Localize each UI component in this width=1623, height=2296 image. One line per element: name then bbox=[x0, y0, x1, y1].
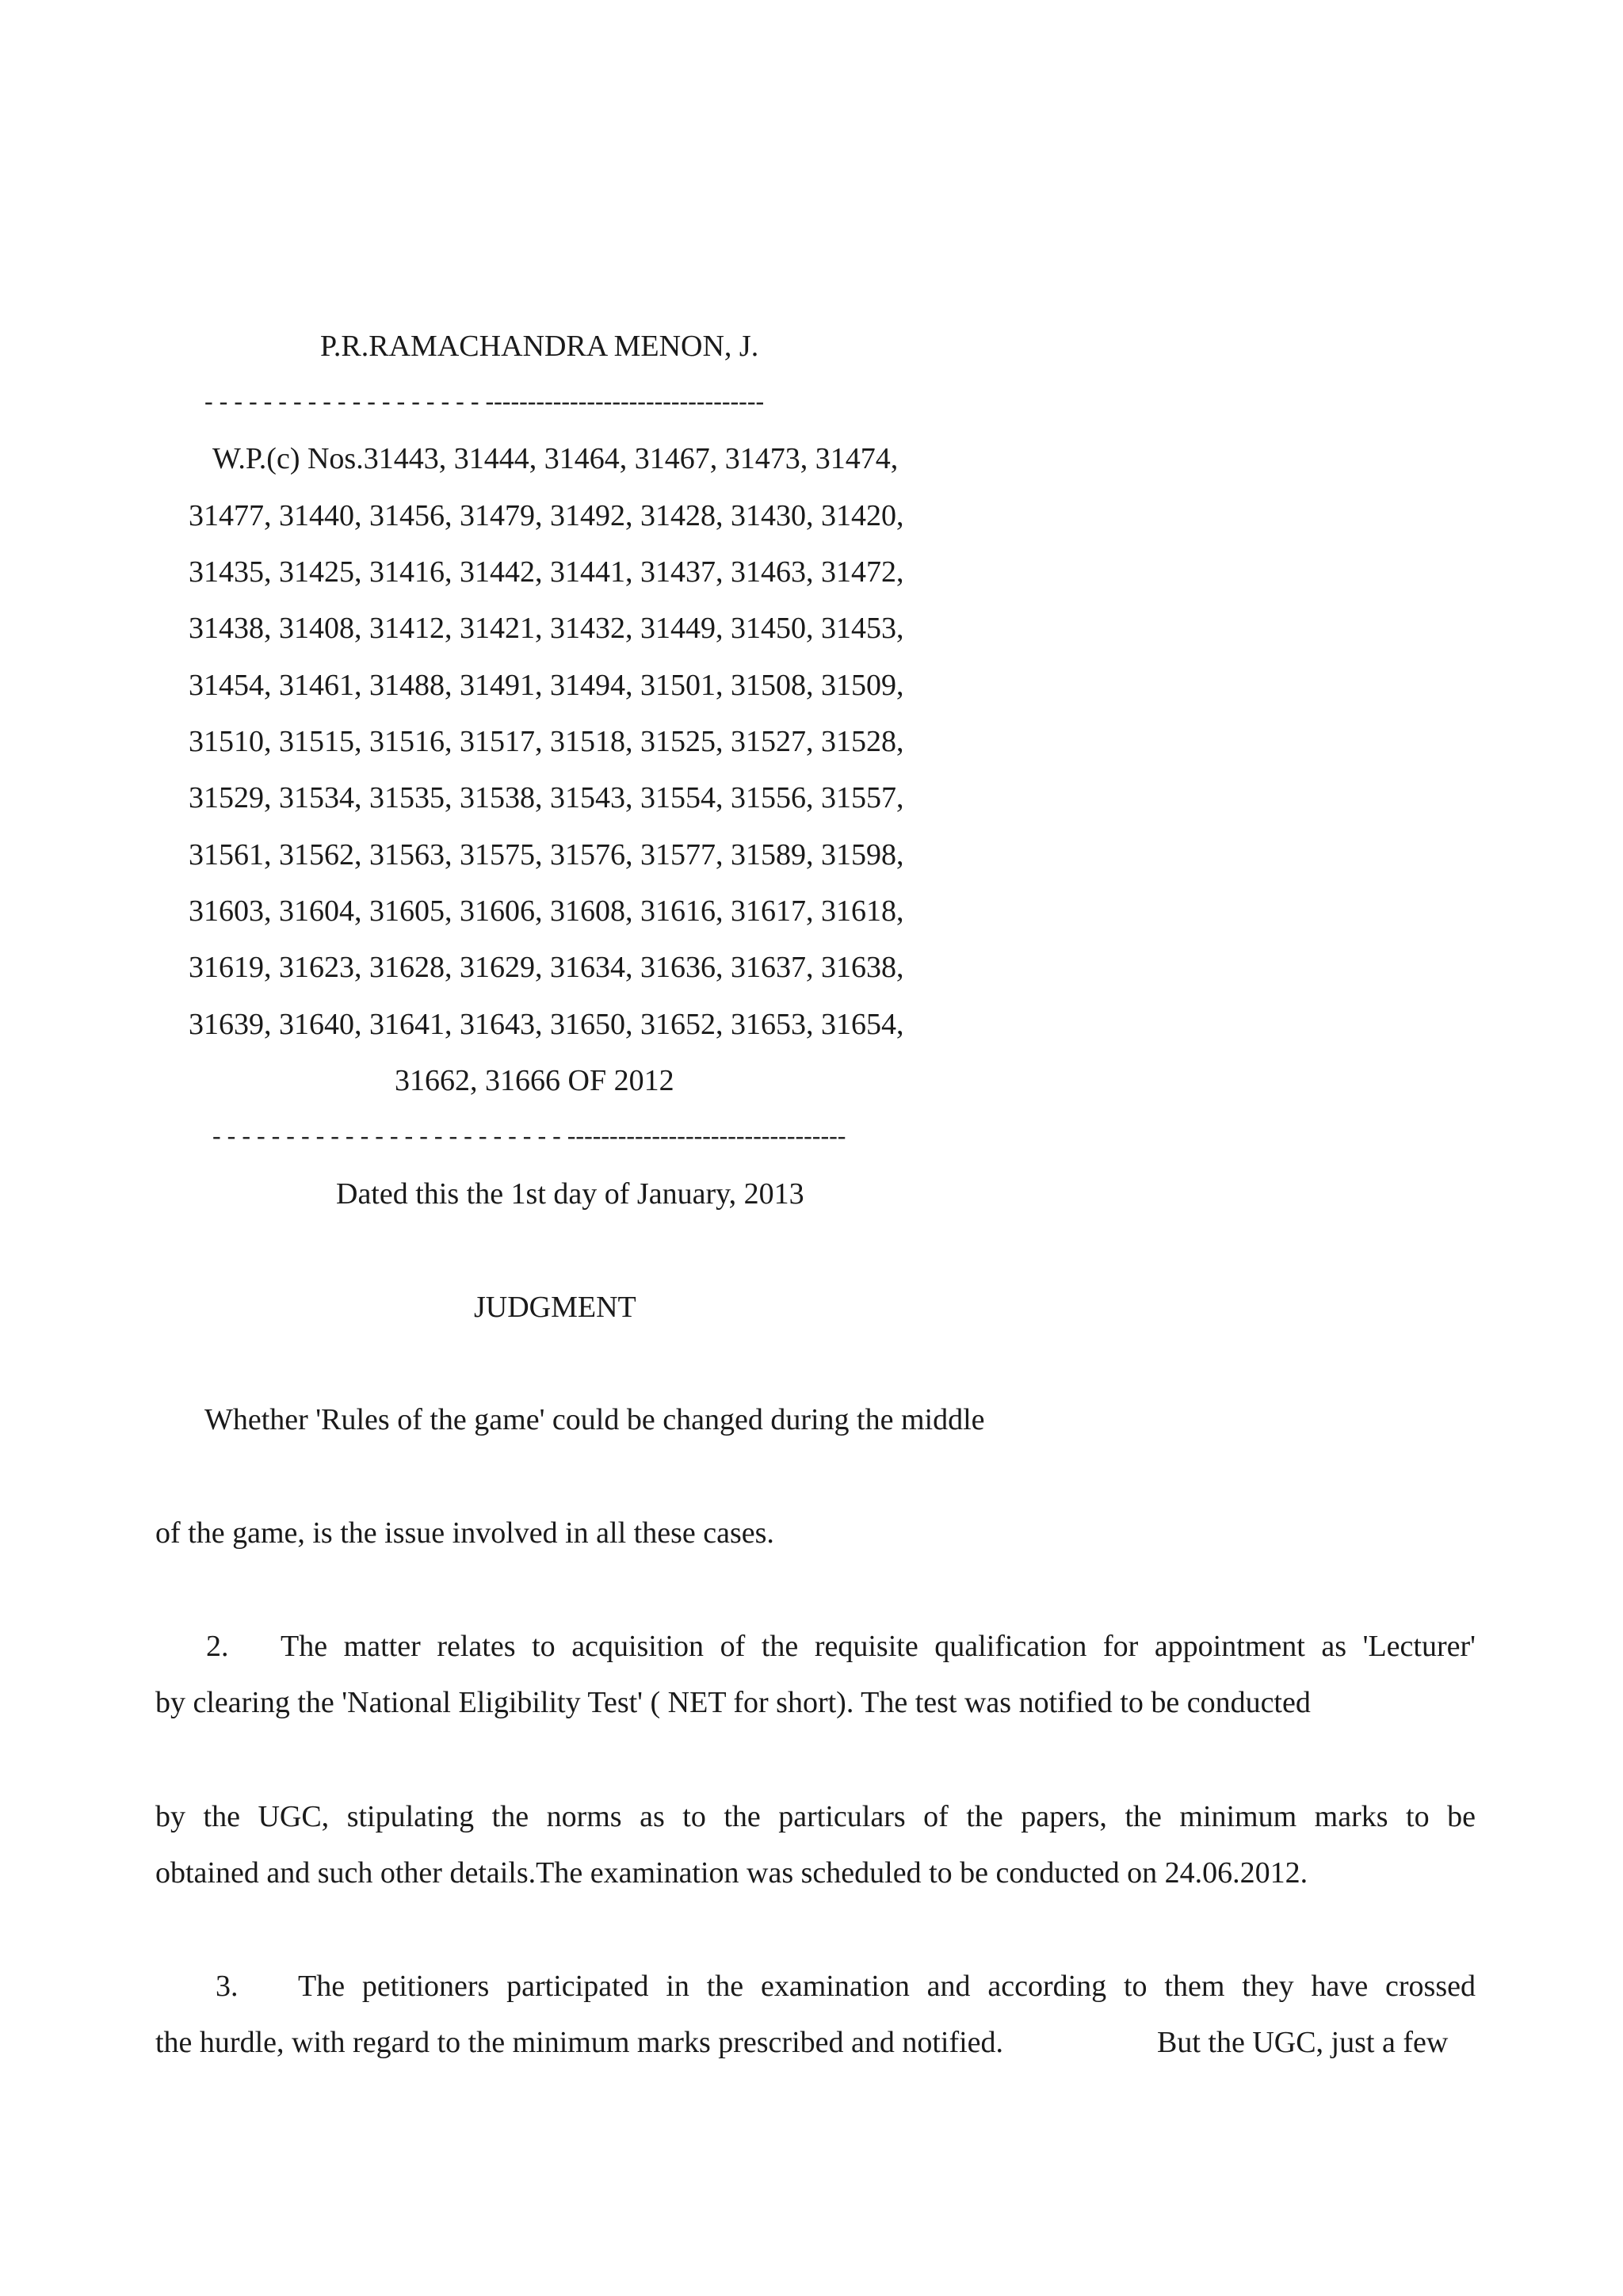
judge-name: P.R.RAMACHANDRA MENON, J. bbox=[320, 330, 759, 363]
paragraph-line: the hurdle, with regard to the minimum marks prescribed and notified. bbox=[155, 2026, 1004, 2059]
case-number-line: 31639, 31640, 31641, 31643, 31650, 31652, 31653, 31654, bbox=[189, 1008, 904, 1041]
separator-bottom: - - - - - - - - - - - - - - - - - - - - - - - - --------------------------------- bbox=[212, 1121, 846, 1150]
case-number-line: 31561, 31562, 31563, 31575, 31576, 31577, 31589, 31598, bbox=[189, 838, 904, 871]
case-number-line: 31454, 31461, 31488, 31491, 31494, 31501, 31508, 31509, bbox=[189, 669, 904, 702]
paragraph-number: 3. bbox=[216, 1970, 239, 2003]
case-number-line: 31619, 31623, 31628, 31629, 31634, 31636, 31637, 31638, bbox=[189, 951, 904, 984]
paragraph-line: by clearing the 'National Eligibility Test' ( NET for short). The test was notified to be conducted bbox=[155, 1686, 1311, 1719]
case-number-line: 31529, 31534, 31535, 31538, 31543, 31554, 31556, 31557, bbox=[189, 781, 904, 814]
paragraph-line: by the UGC, stipulating the norms as to the particulars of the papers, the minimum marks to be bbox=[155, 1800, 1476, 1833]
case-number-line: 31603, 31604, 31605, 31606, 31608, 31616, 31617, 31618, bbox=[189, 894, 904, 928]
paragraph-line: But the UGC, just a few bbox=[1157, 2026, 1449, 2059]
dated-line: Dated this the 1st day of January, 2013 bbox=[336, 1177, 804, 1211]
case-number-line: 31477, 31440, 31456, 31479, 31492, 31428, 31430, 31420, bbox=[189, 499, 904, 532]
case-number-line: 31435, 31425, 31416, 31442, 31441, 31437, 31463, 31472, bbox=[189, 555, 904, 589]
case-number-line: 31438, 31408, 31412, 31421, 31432, 31449, 31450, 31453, bbox=[189, 612, 904, 645]
case-number-line: 31662, 31666 OF 2012 bbox=[395, 1064, 674, 1097]
separator-top: - - - - - - - - - - - - - - - - - - - --------------------------------- bbox=[204, 387, 765, 415]
judgment-title: JUDGMENT bbox=[474, 1291, 636, 1324]
case-number-line: W.P.(c) Nos.31443, 31444, 31464, 31467, 31473, 31474, bbox=[212, 442, 899, 475]
paragraph-line: The matter relates to acquisition of the requisite qualification for appointment as 'Lecturer' bbox=[281, 1630, 1476, 1663]
intro-paragraph-line: Whether 'Rules of the game' could be changed during the middle bbox=[204, 1403, 985, 1436]
intro-paragraph-line: of the game, is the issue involved in all these cases. bbox=[155, 1516, 774, 1550]
case-number-line: 31510, 31515, 31516, 31517, 31518, 31525, 31527, 31528, bbox=[189, 725, 904, 758]
paragraph-line: The petitioners participated in the examination and according to them they have crossed bbox=[298, 1970, 1476, 2003]
paragraph-line: obtained and such other details.The examination was scheduled to be conducted on 24.06.2012. bbox=[155, 1856, 1308, 1890]
paragraph-number: 2. bbox=[206, 1630, 229, 1663]
